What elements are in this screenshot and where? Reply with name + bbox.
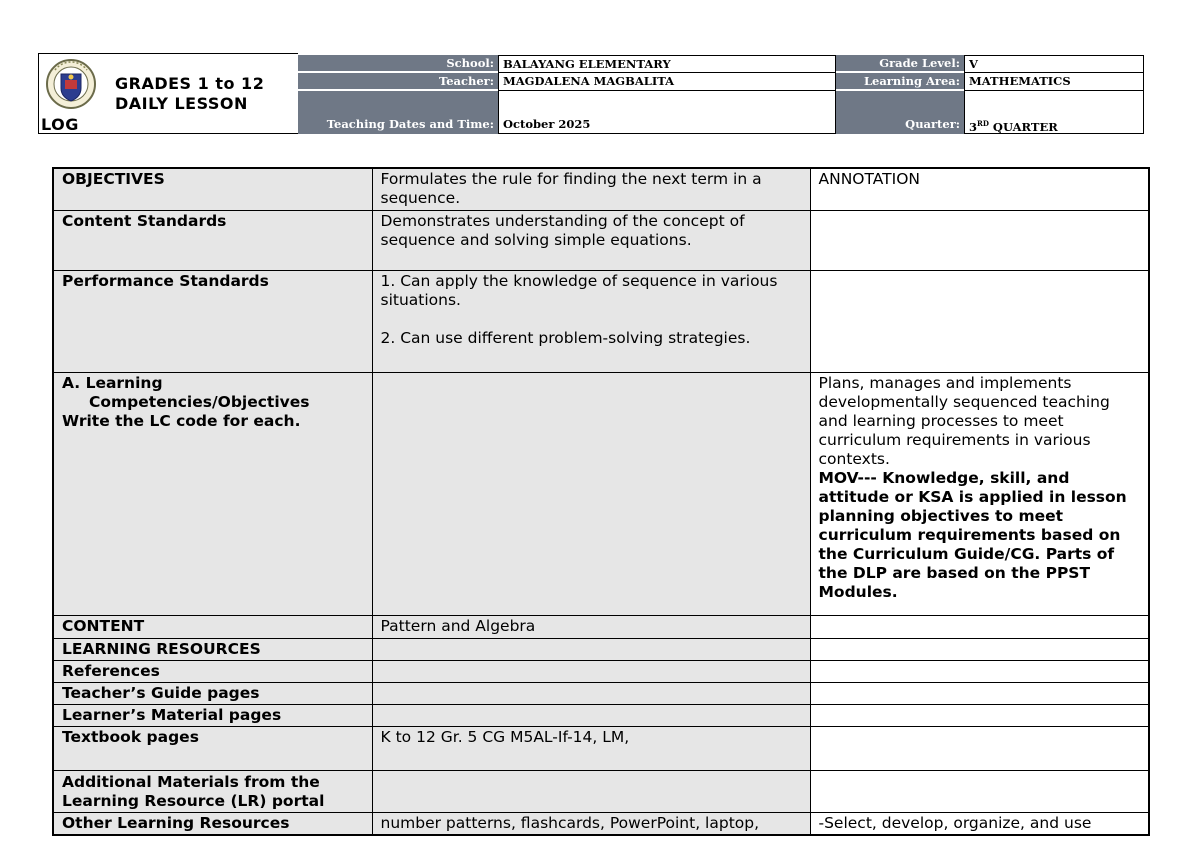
content-standards-label: Content Standards	[53, 210, 372, 270]
performance-standards-label: Performance Standards	[53, 270, 372, 372]
school-value: BALAYANG ELEMENTARY	[498, 55, 836, 73]
grade-level-label: Grade Level:	[836, 55, 964, 71]
quarter-value	[964, 90, 1144, 134]
quarter-suffix: RD	[977, 119, 989, 128]
dates-value: October 2025	[498, 90, 836, 134]
performance-standards-content	[372, 270, 810, 372]
learning-competencies-content	[372, 372, 810, 615]
learning-competencies-annotation	[810, 372, 1149, 615]
lesson-log-header	[38, 53, 1144, 134]
performance-standards-row	[53, 270, 1149, 372]
performance-standards-annotation	[810, 270, 1149, 372]
content-standards-annotation	[810, 210, 1149, 270]
objectives-content: Formulates the rule for finding the next term in a sequence.	[372, 168, 810, 210]
references-label: References	[53, 660, 372, 682]
quarter-number: 3	[969, 119, 978, 134]
school-label: School:	[298, 55, 498, 71]
learning-resources-label: LEARNING RESOURCES	[53, 638, 372, 660]
other-resources-annotation: -Select, develop, organize, and use	[810, 812, 1149, 835]
additional-materials-label	[53, 770, 372, 812]
other-resources-label: Other Learning Resources	[53, 812, 372, 835]
teacher-value: MAGDALENA MAGBALITA	[498, 72, 836, 91]
deped-seal-icon	[45, 58, 97, 110]
learning-competencies-label	[53, 372, 372, 615]
content-row	[53, 615, 1149, 638]
learners-material-label: Learner’s Material pages	[53, 704, 372, 726]
textbook-label: Textbook pages	[53, 726, 372, 770]
teacher-label: Teacher:	[298, 73, 498, 89]
lesson-plan-table	[52, 167, 1150, 836]
content-value: Pattern and Algebra	[372, 615, 810, 638]
learning-competencies-label-line1: A. Learning	[62, 373, 163, 392]
grade-level-value: V	[964, 55, 1144, 73]
additional-materials-label-line1: Additional Materials from the	[62, 772, 320, 791]
additional-materials-label-line2: Learning Resource (LR) portal	[62, 791, 325, 810]
learning-competencies-row	[53, 372, 1149, 615]
references-row	[53, 660, 1149, 682]
header-title-line1: GRADES 1 to 12	[115, 74, 265, 93]
annotation-header: ANNOTATION	[810, 168, 1149, 210]
performance-standard-item-1: 1. Can apply the knowledge of sequence in various situations.	[380, 271, 778, 309]
other-resources-value: number patterns, flashcards, PowerPoint, laptop,	[372, 812, 810, 835]
additional-materials-row	[53, 770, 1149, 812]
header-title-line2: DAILY LESSON	[115, 94, 248, 113]
learning-area-label: Learning Area:	[836, 73, 964, 89]
learning-competencies-label-line2: Competencies/Objectives	[89, 392, 310, 411]
performance-standard-item-2: 2. Can use different problem-solving strategies.	[380, 328, 751, 347]
content-standards-content: Demonstrates understanding of the concept of sequence and solving simple equations.	[372, 210, 810, 270]
quarter-word: QUARTER	[992, 119, 1058, 134]
learners-material-row	[53, 704, 1149, 726]
quarter-label: Quarter:	[836, 91, 964, 134]
learning-resources-row	[53, 638, 1149, 660]
objectives-label: OBJECTIVES	[53, 168, 372, 210]
textbook-value: K to 12 Gr. 5 CG M5AL-If-14, LM,	[372, 726, 810, 770]
content-standards-row	[53, 210, 1149, 270]
annotation-mov-text: MOV--- Knowledge, skill, and attitude or KSA is applied in lesson planning objectives to meet curriculum requirements based on the Curriculum Guide/CG. Parts of the DLP are based on the PPST Modules.	[818, 468, 1127, 601]
teachers-guide-label: Teacher’s Guide pages	[53, 682, 372, 704]
header-title-cell	[38, 53, 298, 134]
learning-competencies-label-line3: Write the LC code for each.	[62, 411, 301, 430]
dates-label: Teaching Dates and Time:	[298, 91, 498, 134]
objectives-row	[53, 168, 1149, 210]
content-label: CONTENT	[53, 615, 372, 638]
learning-area-value: MATHEMATICS	[964, 72, 1144, 91]
other-resources-row	[53, 812, 1149, 835]
annotation-ppst-text: Plans, manages and implements developmentally sequenced teaching and learning processes to meet curriculum requirements in various contexts.	[818, 373, 1110, 468]
teachers-guide-row	[53, 682, 1149, 704]
header-title-line3: LOG	[41, 115, 79, 134]
textbook-row	[53, 726, 1149, 770]
